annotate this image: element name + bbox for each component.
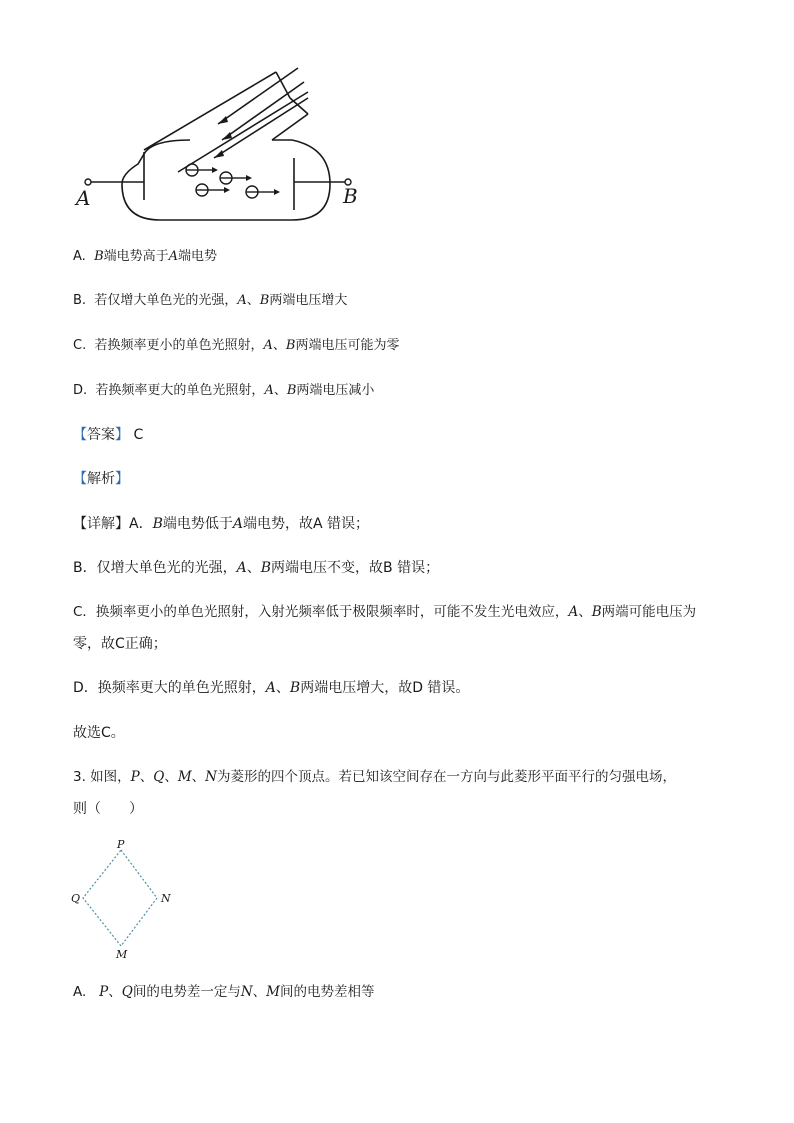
detail-line-d: D．换频率更大的单色光照射，A、B两端电压增大，故D 错误。	[73, 680, 470, 696]
vertex-label-q: Q	[71, 892, 81, 905]
vertex-label-m: M	[116, 948, 128, 961]
detail-line-b: B．仅增大单色光的光强，A、B两端电压不变，故B 错误；	[73, 560, 440, 576]
q2-option-a: A. B端电势高于A端电势	[73, 249, 218, 264]
q2-option-d: D. 若换频率更大的单色光照射，A、B两端电压减小	[73, 383, 375, 398]
detail-line-c: C．换频率更小的单色光照射，入射光频率低于极限频率时，可能不发生光电效应，A、B两端可能电压为	[73, 604, 697, 620]
photoelectric-diagram	[72, 62, 372, 222]
detail-line-c-cont: 零，故C正确；	[73, 636, 167, 652]
q2-option-c: C. 若换频率更小的单色光照射，A、B两端电压可能为零	[73, 338, 400, 353]
answer-line: 【答案】 C	[73, 427, 144, 443]
detail-line-a: 【详解】A．B端电势低于A端电势，故A 错误；	[73, 516, 370, 532]
vertex-label-n: N	[161, 892, 171, 905]
conclusion: 故选C。	[73, 725, 125, 741]
q3-stem-line2: 则（ ）	[73, 801, 143, 817]
q3-option-a: A. P、Q间的电势差一定与N、M间的电势差相等	[73, 984, 375, 1000]
q2-option-b: B. 若仅增大单色光的光强，A、B两端电压增大	[73, 293, 348, 308]
vertex-label-p: P	[117, 838, 125, 851]
analysis-heading: 【解析】	[73, 471, 129, 487]
terminal-label-b: B	[343, 184, 358, 208]
q3-stem-line1: 3. 如图，P、Q、M、N为菱形的四个顶点。若已知该空间存在一方向与此菱形平面平行的匀强电场，	[73, 769, 676, 785]
terminal-label-a: A	[76, 186, 91, 210]
